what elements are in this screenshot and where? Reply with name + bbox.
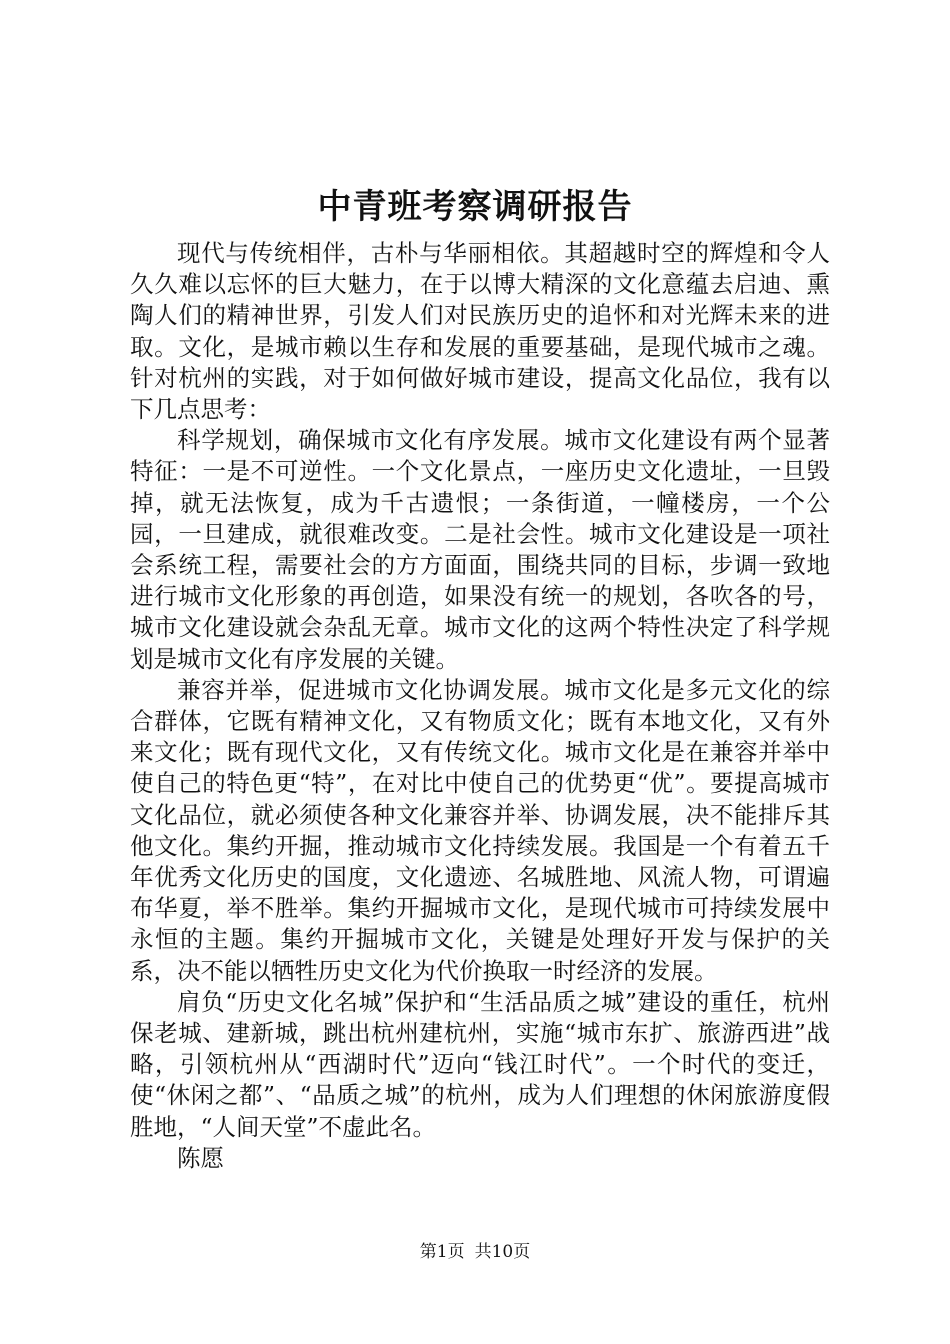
page-total: 共10页 [474, 1242, 531, 1262]
paragraph-hangzhou: 肩负“历史文化名城”保护和“生活品质之城”建设的重任，杭州保老城、建新城，跳出杭州建杭州，实施“城市东扩、旅游西进”战略，引领杭州从“西湖时代”迈向“钱江时代”。一个时代的变迁，使“休闲之都”、“品质之城”的杭州，成为人们理想的休闲旅游度假胜地，“人间天堂”不虚此名。 [130, 987, 830, 1141]
paragraph-compatibility: 兼容并举，促进城市文化协调发展。城市文化是多元文化的综合群体，它既有精神文化，又有物质文化；既有本地文化，又有外来文化；既有现代文化，又有传统文化。城市文化是在兼容并举中使自己的特色更“特”，在对比中使自己的优势更“优”。要提高城市文化品位，就必须使各种文化兼容并举、协调发展，决不能排斥其他文化。集约开掘，推动城市文化持续发展。我国是一个有着五千年优秀文化历史的国度，文化遗迹、名城胜地、风流人物，可谓遍布华夏，举不胜举。集约开掘城市文化，是现代城市可持续发展中永恒的主题。集约开掘城市文化，关键是处理好开发与保护的关系，决不能以牺牲历史文化为代价换取一时经济的发展。 [130, 675, 830, 985]
paragraph-planning: 科学规划，确保城市文化有序发展。城市文化建设有两个显著特征：一是不可逆性。一个文化景点，一座历史文化遗址，一旦毁掉，就无法恢复，成为千古遗恨；一条街道，一幢楼房，一个公园，一旦建成，就很难改变。二是社会性。城市文化建设是一项社会系统工程，需要社会的方方面面，围绕共同的目标，步调一致地进行城市文化形象的再创造，如果没有统一的规划，各吹各的号，城市文化建设就会杂乱无章。城市文化的这两个特性决定了科学规划是城市文化有序发展的关键。 [130, 426, 830, 673]
paragraph-intro: 现代与传统相伴，古朴与华丽相依。其超越时空的辉煌和令人久久难以忘怀的巨大魅力，在于以博大精深的文化意蕴去启迪、熏陶人们的精神世界，引发人们对民族历史的追怀和对光辉未来的进取。文化，是城市赖以生存和发展的重要基础，是现代城市之魂。针对杭州的实践，对于如何做好城市建设，提高文化品位，我有以下几点思考： [130, 239, 830, 424]
page-number: 第1页 [419, 1242, 465, 1262]
document-body [130, 238, 830, 1174]
paragraph-author: 陈愿 [177, 1143, 224, 1172]
page-footer [0, 1240, 950, 1264]
document-title: 中青班考察调研报告 [317, 187, 633, 227]
